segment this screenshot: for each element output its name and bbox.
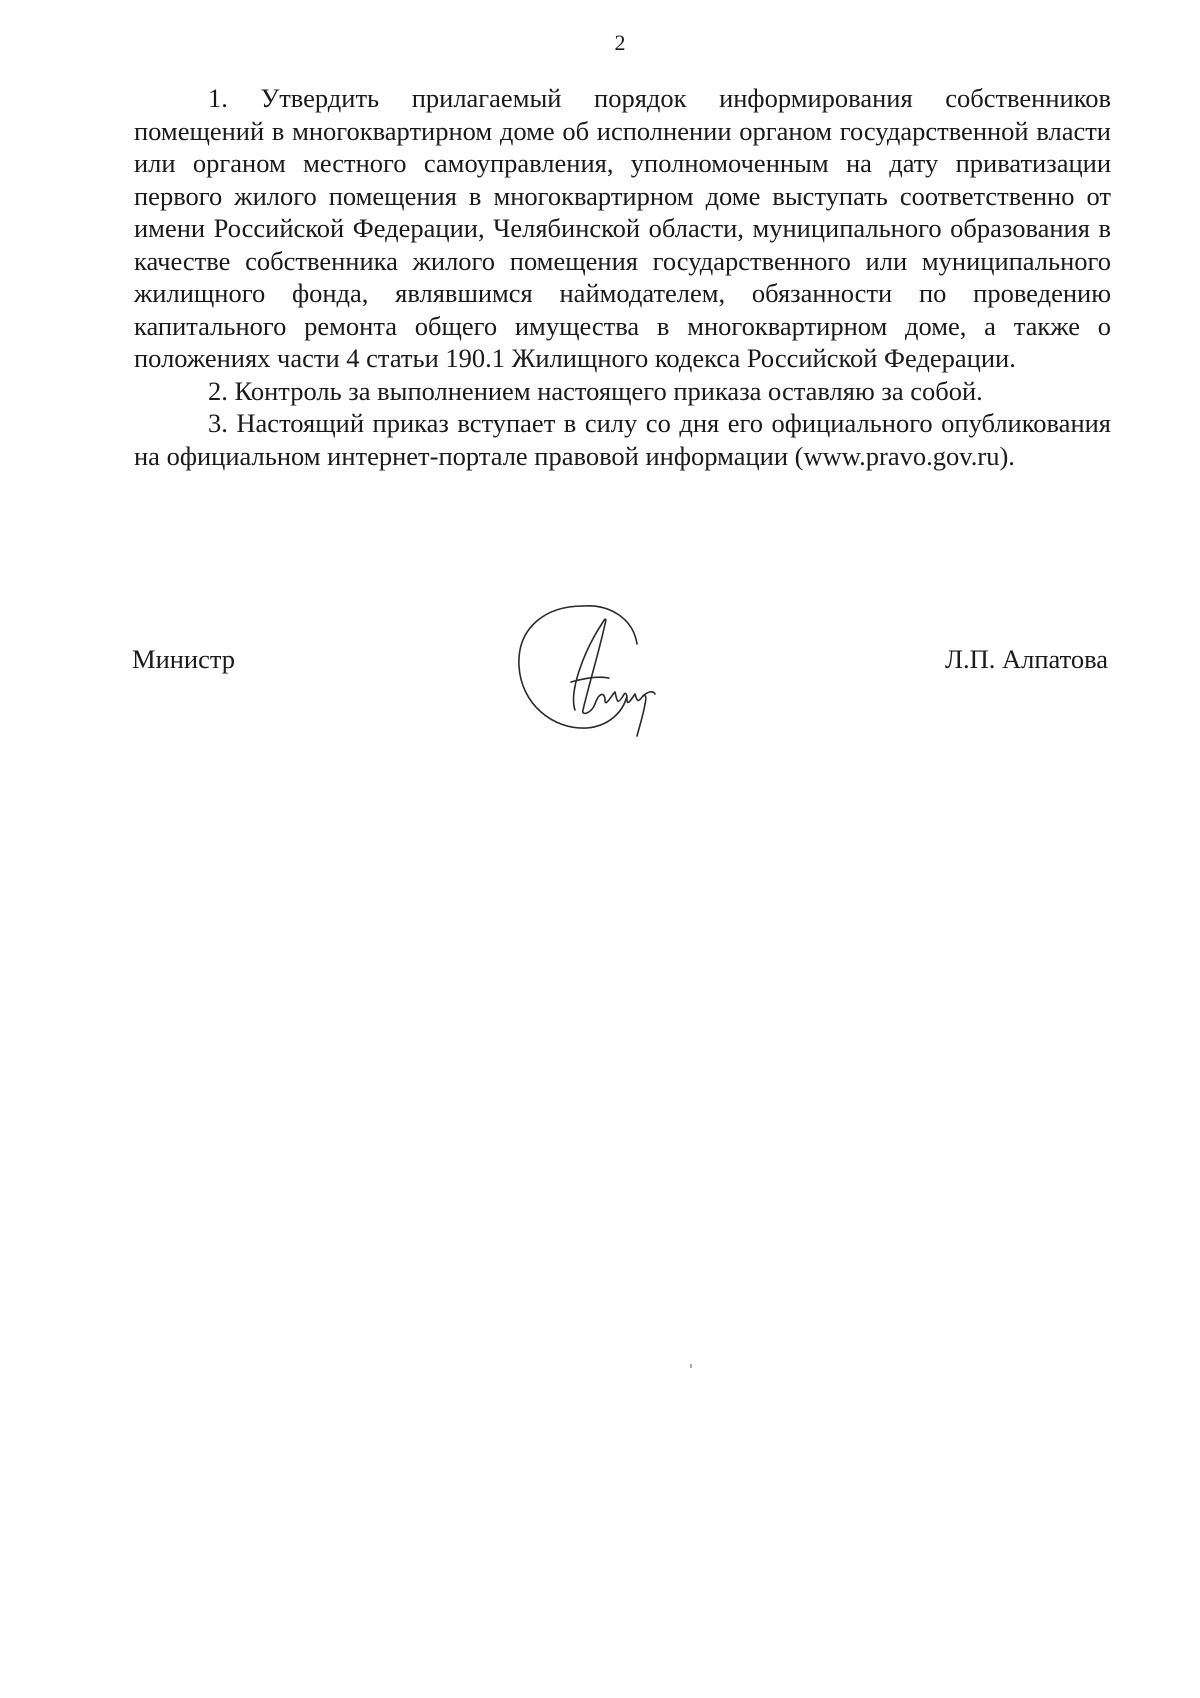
signer-name: Л.П. Алпатова [944, 644, 1108, 674]
paragraph-1: 1. Утвердить прилагаемый порядок информирования собственников помещений в многоквартирном доме об исполнении органом государственной власти или органом местного самоуправления, уполномоченным на дату приватизации первого жилого помещения в многоквартирном доме выступать соответственно от имени Российской Федерации, Челябинской области, муниципального образования в качестве собственника жилого помещения государственного или муниципального жилищного фонда, являвшимся наймодателем, обязанности по проведению капитального ремонта общего имущества в многоквартирном доме, а также о положениях части 4 статьи 190.1 Жилищного кодекса Российской Федерации. [134, 83, 1111, 373]
paragraph-2: 2. Контроль за выполнением настоящего приказа оставляю за собой. [208, 375, 983, 406]
paragraph-3: 3. Настоящий приказ вступает в силу со дня его официального опубликования на официальном интернет-портале правовой информации (www.pravo.gov.ru). [134, 408, 1111, 471]
handwritten-signature [505, 600, 680, 740]
signer-title: Министр [132, 644, 236, 674]
page-number: 2 [614, 30, 626, 55]
signature-block [0, 600, 1200, 740]
scan-speck [690, 1364, 692, 1368]
document-body [134, 82, 1111, 472]
